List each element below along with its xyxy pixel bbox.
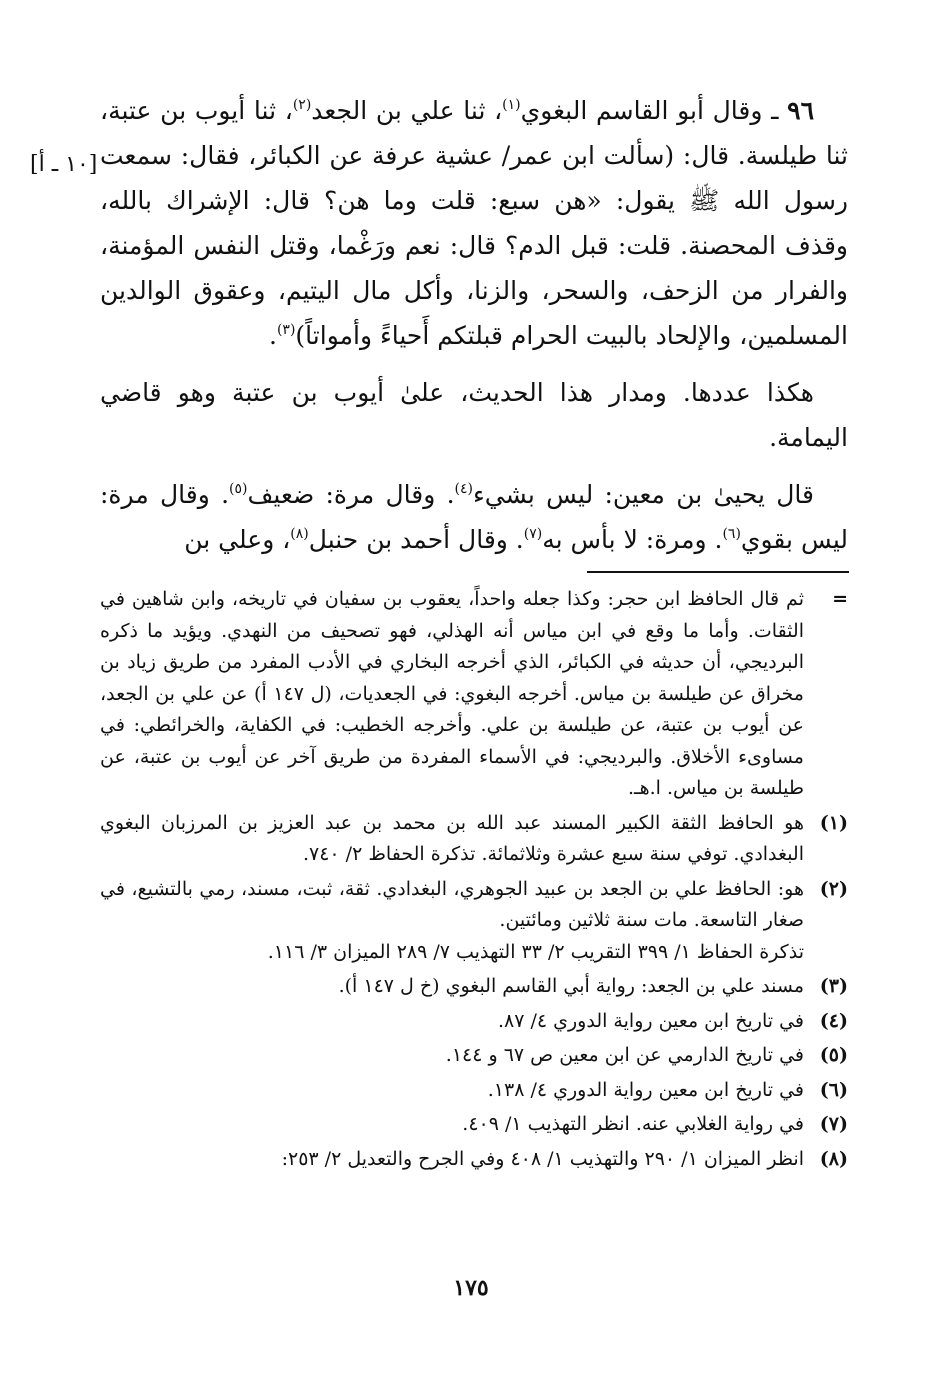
footnote-continuation [100,584,848,805]
footnote-6 [100,1075,848,1107]
footnote-divider [587,571,849,573]
footnote-ref[interactable]: (٦) [722,526,741,542]
footnote-mark: (٨) [819,1147,848,1170]
footnote-sources: تذكرة الحفاظ ١/ ٣٩٩ التقريب ٢/ ٣٣ التهذيب ٧/ ٢٨٩ الميزان ٣/ ١١٦. [267,940,804,963]
footnote-text: انظر الميزان ١/ ٢٩٠ والتهذيب ١/ ٤٠٨ وفي الجرح والتعديل ٢/ ٢٥٣: [281,1147,804,1170]
footnote-ref[interactable]: (٥) [229,481,248,497]
footnote-text: في تاريخ الدارمي عن ابن معين ص ٦٧ و ١٤٤. [445,1044,804,1066]
grading-text-part: . وقال أحمد بن حنبل [308,525,524,554]
grading-text-part: . وقال مرة: ليس بقوي [100,480,848,554]
footnote-text: في تاريخ ابن معين رواية الدوري ٤/ ١٣٨. [487,1078,804,1101]
footnote-ref[interactable]: (٤) [454,481,474,497]
footnote-ref[interactable]: (٧) [523,526,543,542]
hadith-text-part: . [269,321,277,350]
grading-text-part: ، وعلي بن [184,525,291,554]
paragraph-hadith-96 [100,88,848,358]
footnote-ref[interactable]: (٢) [292,97,312,113]
hadith-text-part: ، ثنا أيوب بن عتبة، ثنا طيلسة. قال: (سألت ابن عمر/ عشية عرفة عن الكبائر، فقال: سمعت رسول الله ﷺ يقول: «هن سبع: قلت وما هن؟ قال: الإشراك بالله، وقذف المحصنة. قلت: قبل الدم؟ قال: نعم ورَغْما، وقتل النفس المؤمنة، والفرار من الزحف، والسحر، والزنا، وأكل مال اليتيم، وعقوق الوالدين المسلمين، والإلحاد بالبيت الحرام قبلتكم أَحياءً وأمواتاً) [100,96,848,350]
footnote-text: هو: الحافظ علي بن الجعد بن عبيد الجوهري، البغدادي. ثقة، ثبت، مسند، رمي بالتشيع، في صغار التاسعة. مات سنة ثلاثين ومائتين. [100,877,804,931]
grading-text-part: . ومرة: لا بأس به [542,525,723,554]
hadith-text-part: ، ثنا علي بن الجعد [311,96,503,125]
paragraph-narrator-grading [100,472,848,562]
footnote-8 [100,1144,848,1176]
grading-text-part: . وقال مرة: ضعيف [247,480,455,509]
footnote-text: في رواية الغلابي عنه. انظر التهذيب ١/ ٤٠٩. [462,1113,804,1135]
page-number: ١٧٥ [453,1275,489,1301]
footnote-3 [100,971,848,1003]
footnote-mark: (٦) [819,1078,848,1101]
footnote-1 [100,808,848,871]
footnote-7 [100,1109,848,1141]
footnote-mark: (٤) [819,1009,848,1032]
hadith-number: ٩٦ [787,96,815,125]
grading-text-part: قال يحيىٰ بن معين: ليس بشيء [473,480,814,509]
footnote-mark: (٢) [819,877,848,900]
footnote-ref[interactable]: (٣) [276,322,296,338]
footnote-ref[interactable]: (١) [502,97,521,113]
footnote-mark: (٣) [819,975,848,997]
footnote-text: مسند علي بن الجعد: رواية أبي القاسم البغوي (خ ل ١٤٧ أ). [338,975,804,997]
manuscript-folio-marker: [١٠ ـ أ] [30,152,98,177]
footnote-ref[interactable]: (٨) [290,526,309,542]
footnote-mark: (٥) [819,1044,848,1066]
footnote-body [100,874,804,969]
footnote-2 [100,874,848,969]
footnote-text: ثم قال الحافظ ابن حجر: وكذا جعله واحداً، يعقوب بن سفيان في تاريخه، وابن شاهين في الثقات. وأما ما وقع في ابن مياس أنه الهذلي، فهو تصحيف من النهدي. ويؤيد ما ذكره البرديجي، أن حديثه في الكبائر، الذي أخرجه البخاري في الأدب المفرد من طريق زياد بن مخراق عن طيلسة بن مياس. أخرجه البغوي: في الجعديات، (ل ١٤٧ أ) عن علي بن الجعد، عن أيوب بن عتبة، عن طيلسة بن علي. وأخرجه الخطيب: في الكفاية، والخرائطي: في مساوىء الأخلاق. والبرديجي: في الأسماء المفردة من طريق آخر عن أيوب بن عتبة، عن طيلسة بن مياس. ا.هـ. [100,588,804,799]
main-text [100,88,848,574]
footnote-mark: (٧) [819,1113,848,1135]
footnote-text: هو الحافظ الثقة الكبير المسند عبد الله بن محمد بن عبد العزيز بن المرزبان البغوي البغدادي. توفي سنة سبع عشرة وثلاثمائة. تذكرة الحفاظ ٢/ ٧٤٠. [100,811,804,865]
footnote-4 [100,1006,848,1038]
paragraph-commentary: هكذا عددها. ومدار هذا الحديث، علىٰ أيوب بن عتبة وهو قاضي اليمامة. [100,378,848,452]
hadith-text-part: ـ وقال أبو القاسم البغوي [520,96,788,125]
footnote-5 [100,1040,848,1072]
footnote-continuation-mark: = [832,588,848,610]
footnote-mark: (١) [819,811,848,834]
footnote-text: في تاريخ ابن معين رواية الدوري ٤/ ٨٧. [497,1009,804,1032]
footnotes [100,584,848,1178]
